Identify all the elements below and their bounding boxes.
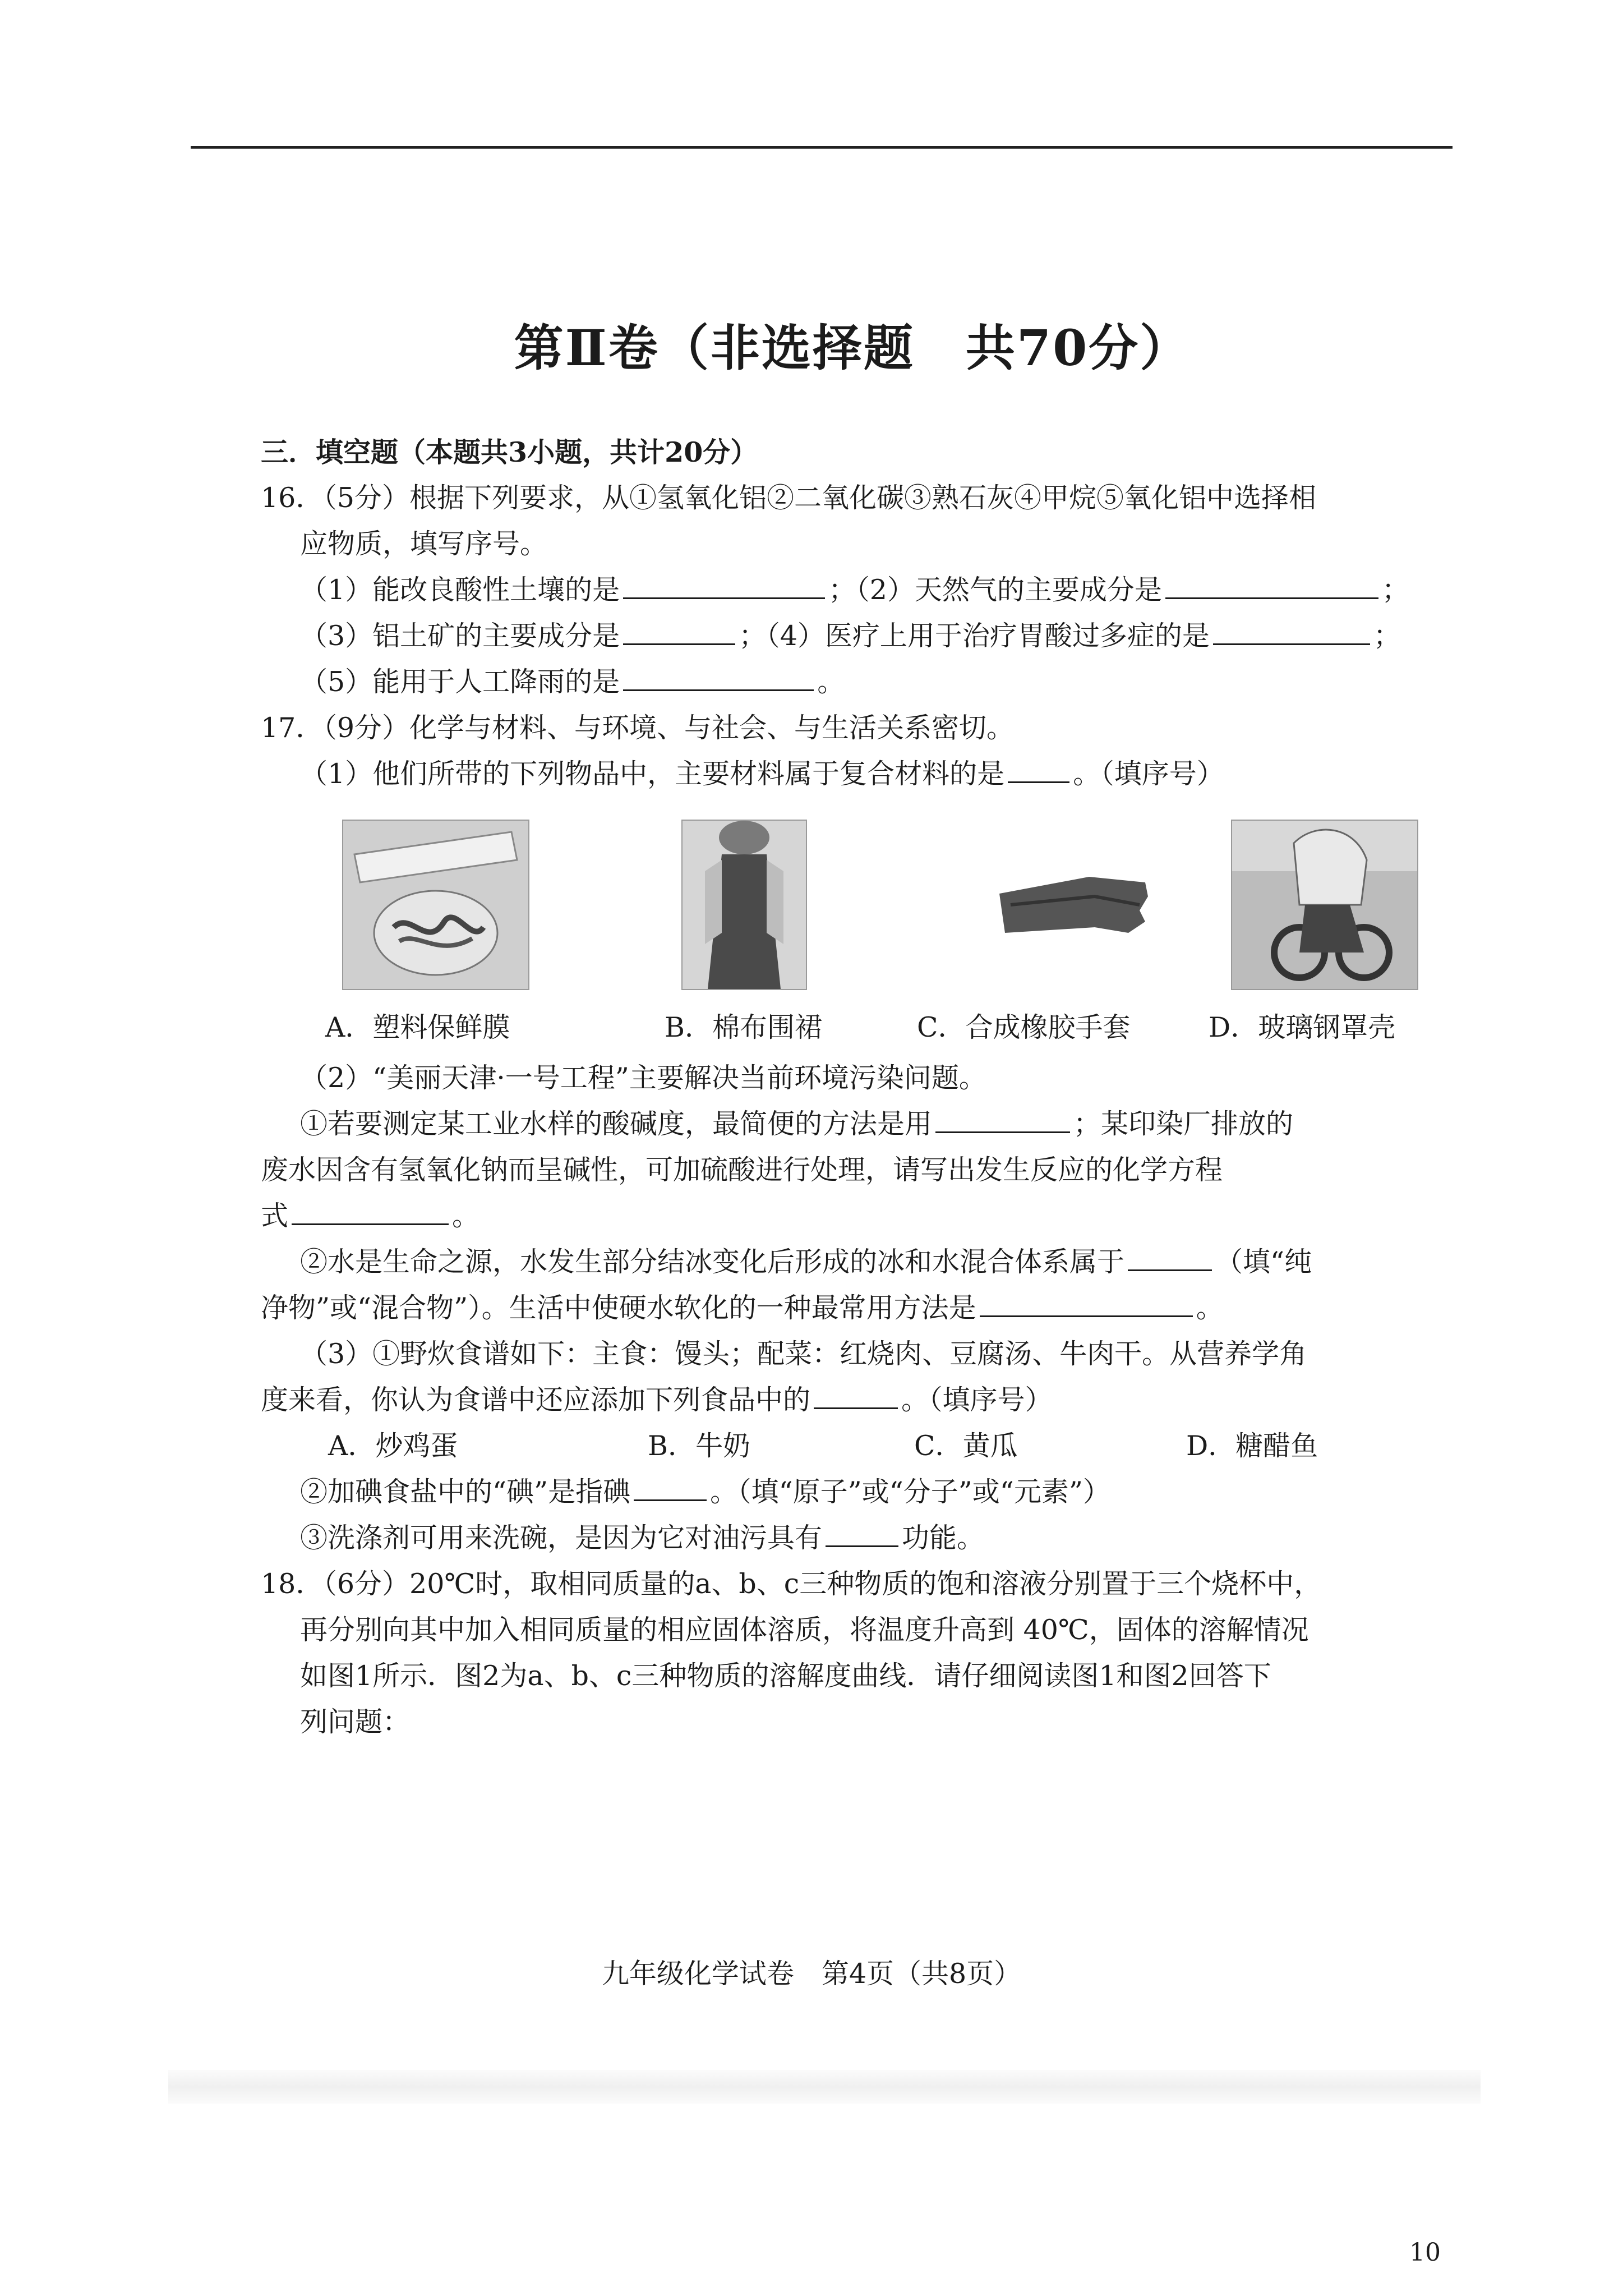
cotton-apron-photo [681, 820, 807, 990]
punctuation: ； [1373, 620, 1401, 652]
food-choices [261, 1423, 1444, 1469]
fiberglass-cover-photo [1231, 820, 1418, 990]
q17-sub2-1 [261, 1101, 1444, 1147]
item-pictures [261, 820, 1444, 1005]
q17-sub2: （2）“美丽天津·一号工程”主要解决当前环境污染问题。 [300, 1062, 986, 1094]
food-option-b: B．牛奶 [648, 1430, 751, 1462]
q18-line-1: 18．（6分）20℃时，取相同质量的a、b、c三种物质的饱和溶液分别置于三个烧杯中， [261, 1568, 1322, 1600]
q17-sub3: （3）①野炊食谱如下：主食：馒头；配菜：红烧肉、豆腐汤、牛肉干。从营养学角 [300, 1338, 1307, 1370]
q17-blank-food[interactable] [814, 1378, 898, 1409]
q16-part-3: （3）铝土矿的主要成分是 [300, 620, 620, 652]
q17-ph-text: ①若要测定某工业水样的酸碱度，最简便的方法是用 [300, 1108, 933, 1140]
q17-blank-mixture[interactable] [1128, 1240, 1212, 1271]
option-c-label: C．合成橡胶手套 [917, 1011, 1131, 1043]
q16-blank-3[interactable] [623, 614, 735, 645]
food-option-d: D．糖醋鱼 [1186, 1430, 1318, 1462]
q16-blank-4[interactable] [1213, 614, 1370, 645]
q18-line-2: 再分别向其中加入相同质量的相应固体溶质，将温度升高到 40℃，固体的溶解情况 [300, 1614, 1309, 1646]
page-footer: 九年级化学试卷 第4页（共8页） [601, 1958, 1022, 1990]
q17-equation-row [261, 1193, 1444, 1239]
q16-row-3 [261, 659, 1444, 705]
q17-food-text: 度来看，你认为食谱中还应添加下列食品中的 [261, 1384, 811, 1416]
punctuation: 。 [817, 666, 845, 698]
q16-part-4: ；（4）医疗上用于治疗胃酸过多症的是 [739, 620, 1210, 652]
q17-stem: 17．（9分）化学与材料、与环境、与社会、与生活关系密切。 [261, 712, 1015, 744]
q16-stem-2: 应物质，填写序号。 [300, 528, 548, 560]
q17-blank-equation[interactable] [292, 1194, 449, 1225]
equation-prefix: 式 [261, 1200, 289, 1232]
q18-line-3: 如图1所示．图2为a、b、c三种物质的溶解度曲线．请仔细阅读图1和图2回答下 [300, 1660, 1271, 1692]
q17-food-hint: 。（填序号） [901, 1384, 1053, 1416]
q17-water-hint: （填“纯 [1215, 1246, 1312, 1278]
punctuation: ； [1381, 574, 1409, 606]
exam-page [261, 314, 1444, 1745]
page-number: 10 [1409, 2238, 1441, 2267]
q17-iodine-hint: 。（填“原子”或“分子”或“元素”） [710, 1476, 1110, 1508]
q16-blank-5[interactable] [623, 660, 814, 691]
top-rule [191, 146, 1453, 149]
q17-ph-text-2: ；某印染厂排放的 [1073, 1108, 1294, 1140]
q16-blank-1[interactable] [623, 568, 825, 599]
scan-band [168, 2070, 1481, 2104]
q17-sub2-1-cont: 废水因含有氢氧化钠而呈碱性，可加硫酸进行处理，请写出发生反应的化学方程 [261, 1154, 1223, 1186]
punctuation: 。 [1196, 1292, 1224, 1324]
q17-sub3-3 [261, 1515, 1444, 1561]
q17-detergent-text-2: 功能。 [902, 1522, 985, 1554]
item-labels [261, 1005, 1444, 1055]
food-option-a: A．炒鸡蛋 [328, 1430, 458, 1462]
q17-sub1 [261, 751, 1444, 797]
q17-blank-ph-method[interactable] [935, 1102, 1070, 1133]
q17-sub3-cont [261, 1377, 1444, 1423]
q17-sub1-hint: 。（填序号） [1073, 758, 1224, 790]
q17-water-text: ②水是生命之源，水发生部分结冰变化后形成的冰和水混合体系属于 [300, 1246, 1125, 1278]
rubber-gloves-photo [987, 820, 1158, 990]
q16-part-1: （1）能改良酸性土壤的是 [300, 574, 620, 606]
q16-stem: 16．（5分）根据下列要求，从①氢氧化铝②二氧化碳③熟石灰④甲烷⑤氧化铝中选择相 [261, 482, 1317, 514]
q17-sub2-2 [261, 1239, 1444, 1285]
q16-blank-2[interactable] [1165, 568, 1378, 599]
section-heading: 三．填空题（本题共3小题，共计20分） [261, 436, 758, 468]
q16-row-1 [261, 567, 1444, 613]
q17-sub1-text: （1）他们所带的下列物品中，主要材料属于复合材料的是 [300, 758, 1005, 790]
plastic-wrap-photo [342, 820, 529, 990]
option-d-label: D．玻璃钢罩壳 [1209, 1011, 1396, 1043]
q17-blank-iodine[interactable] [634, 1470, 707, 1501]
q17-blank-composite[interactable] [1008, 752, 1069, 783]
q17-iodine-text: ②加碘食盐中的“碘”是指碘 [300, 1476, 631, 1508]
food-option-c: C．黄瓜 [914, 1430, 1018, 1462]
q17-hard-water-text: 净物”或“混合物”）。生活中使硬水软化的一种最常用方法是 [261, 1292, 976, 1324]
paper-title: 第Ⅱ卷（非选择题 共70分） [514, 319, 1191, 377]
q17-sub3-2 [261, 1469, 1444, 1515]
option-a-label: A．塑料保鲜膜 [325, 1011, 510, 1043]
q17-blank-detergent[interactable] [826, 1516, 898, 1547]
q16-row-2 [261, 613, 1444, 659]
q18-line-4: 列问题： [300, 1706, 411, 1738]
q16-part-5: （5）能用于人工降雨的是 [300, 666, 620, 698]
q16-part-2: ；（2）天然气的主要成分是 [828, 574, 1162, 606]
option-b-label: B．棉布围裙 [665, 1011, 823, 1043]
q17-detergent-text: ③洗涤剂可用来洗碗，是因为它对油污具有 [300, 1522, 823, 1554]
punctuation: 。 [452, 1200, 480, 1232]
q17-sub2-2-cont [261, 1285, 1444, 1331]
q17-blank-soften[interactable] [980, 1286, 1193, 1317]
